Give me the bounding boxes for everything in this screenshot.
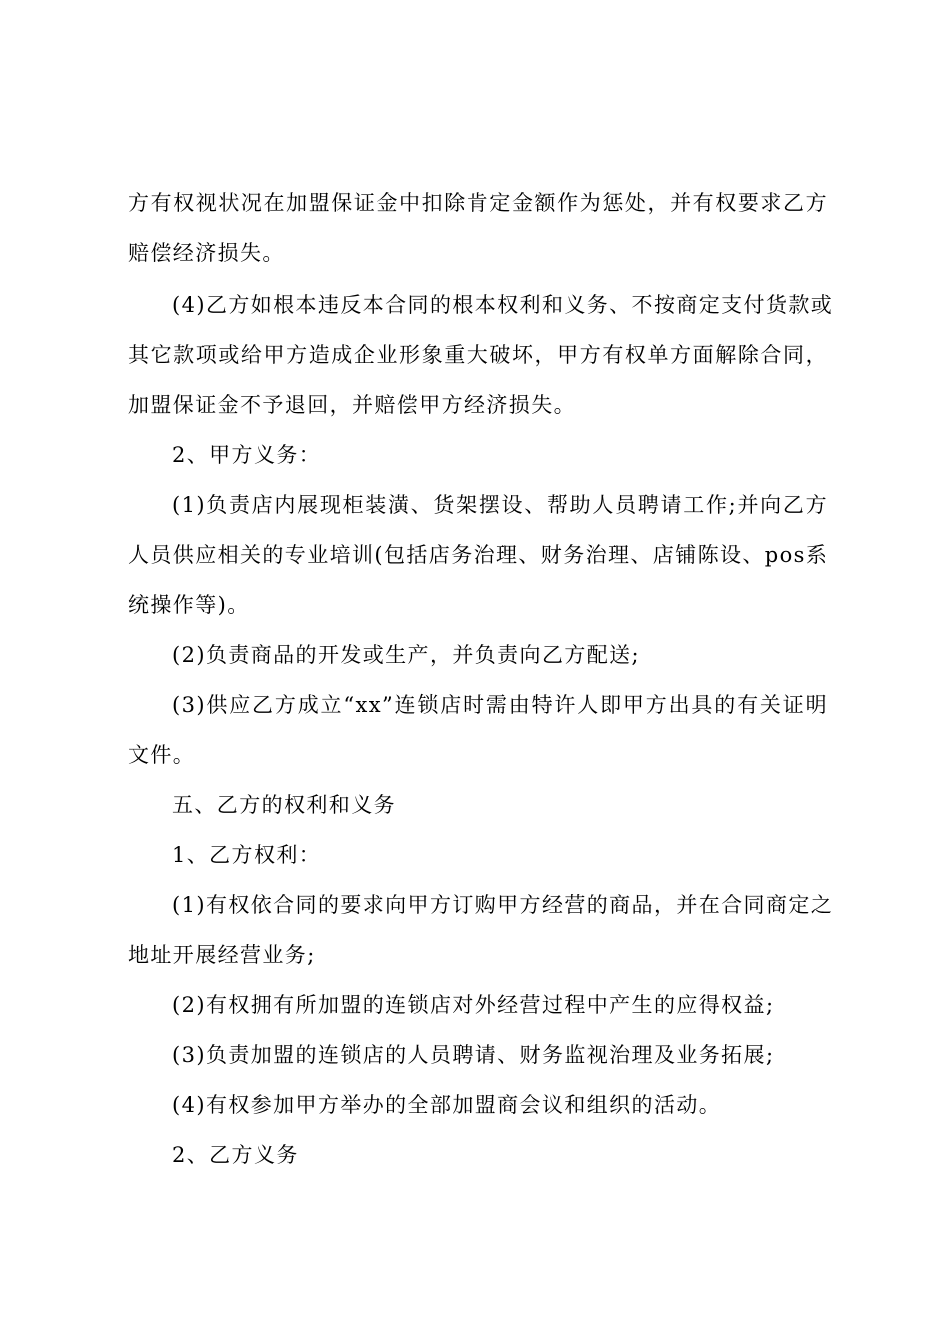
paragraph-line: 地址开展经营业务; bbox=[128, 943, 316, 967]
paragraph-line: 加盟保证金不予退回，并赔偿甲方经济损失。 bbox=[128, 393, 576, 417]
section-heading: 2、乙方义务 bbox=[172, 1143, 299, 1167]
paragraph-line: 统操作等)。 bbox=[128, 593, 250, 617]
section-heading: 五、乙方的权利和义务 bbox=[172, 793, 396, 817]
paragraph-line: 赔偿经济损失。 bbox=[128, 241, 285, 265]
section-heading: 2、甲方义务： bbox=[172, 443, 322, 467]
paragraph-line: (2)有权拥有所加盟的连锁店对外经营过程中产生的应得权益; bbox=[172, 993, 775, 1017]
paragraph-line: (3)负责加盟的连锁店的人员聘请、财务监视治理及业务拓展; bbox=[172, 1043, 775, 1067]
paragraph-line: (2)负责商品的开发或生产，并负责向乙方配送; bbox=[172, 643, 641, 667]
paragraph-line: 其它款项或给甲方造成企业形象重大破坏，甲方有权单方面解除合同， bbox=[128, 343, 828, 367]
paragraph-line: (4)有权参加甲方举办的全部加盟商会议和组织的活动。 bbox=[172, 1093, 722, 1117]
paragraph-line: 人员供应相关的专业培训(包括店务治理、财务治理、店铺陈设、pos系 bbox=[128, 543, 829, 567]
section-heading: 1、乙方权利： bbox=[172, 843, 322, 867]
paragraph-line: (4)乙方如根本违反本合同的根本权利和义务、不按商定支付货款或 bbox=[172, 293, 834, 317]
paragraph-line: (1)有权依合同的要求向甲方订购甲方经营的商品，并在合同商定之 bbox=[172, 893, 834, 917]
paragraph-line: (1)负责店内展现柜装潢、货架摆设、帮助人员聘请工作;并向乙方 bbox=[172, 493, 828, 517]
paragraph-line: 文件。 bbox=[128, 743, 196, 767]
paragraph-line: (3)供应乙方成立“xx”连锁店时需由特许人即甲方出具的有关证明 bbox=[172, 693, 828, 717]
paragraph-line: 方有权视状况在加盟保证金中扣除肯定金额作为惩处，并有权要求乙方 bbox=[128, 191, 828, 215]
